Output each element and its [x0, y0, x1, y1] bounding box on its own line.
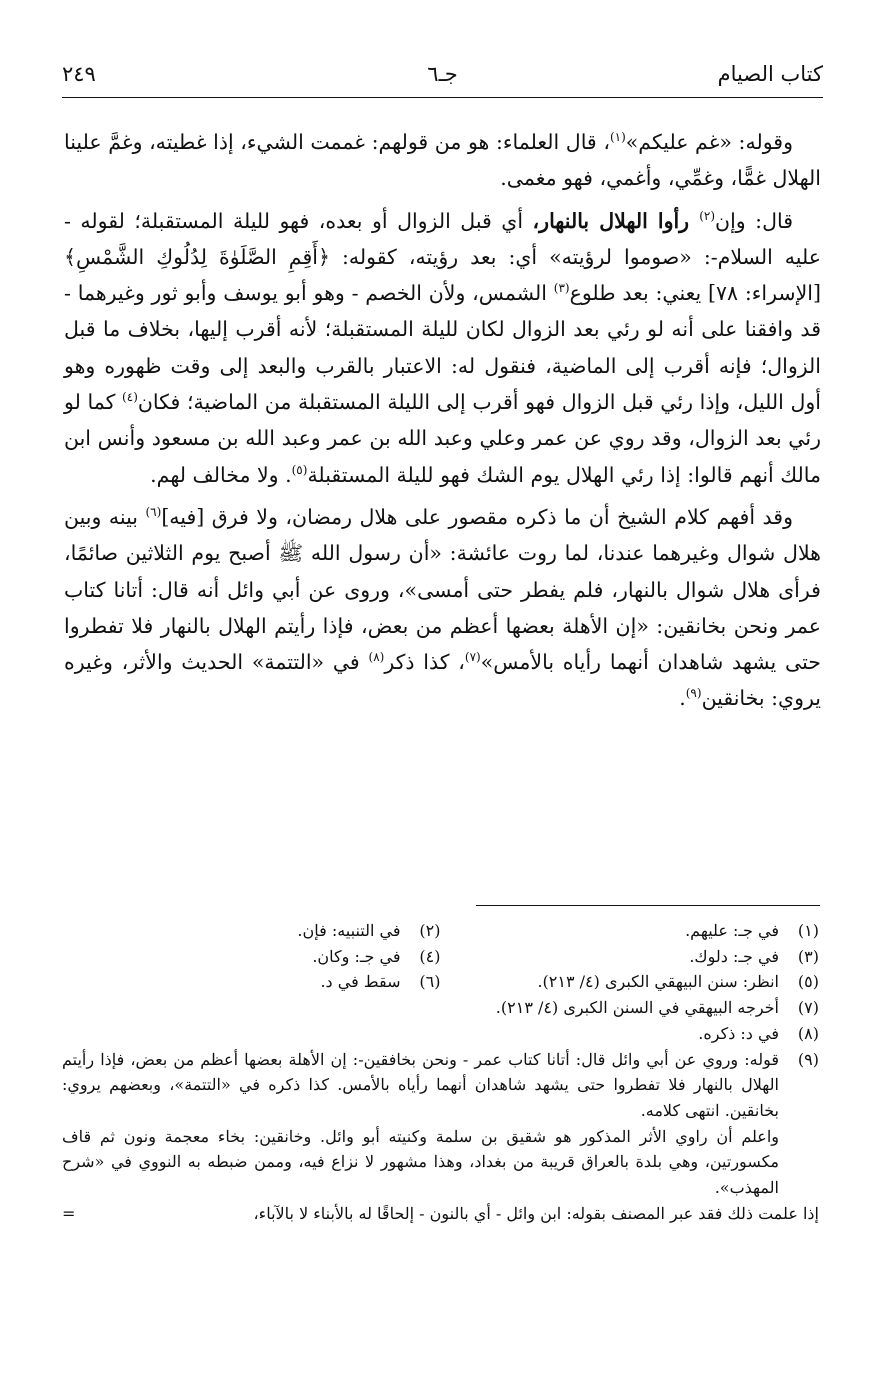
footnote-9-final-line [62, 1201, 819, 1227]
footnote-number: (٨) [797, 1023, 819, 1043]
footnote-text: في جـ: وكان. [312, 946, 401, 966]
footnote-text: انظر: سنن البيهقي الكبرى (٤/ ٢١٣). [537, 972, 779, 992]
footnote-text: في د: ذكره. [698, 1023, 779, 1043]
footnote-ref: (٨) [368, 650, 385, 665]
main-text [64, 124, 821, 723]
page-number: ٢٤٩ [62, 62, 96, 86]
paragraph-text: أي قبل الزوال أو بعده، فهو لليلة المستقبلة؛ لقوله - عليه السلام-: «صوموا لرؤيته» أي: بعد رؤيته، كقوله: ﴿أَقِمِ الصَّلَوٰةَ لِدُلُوكِ الشَّمْسِ﴾ [الإسراء: ٧٨] يعني: بعد طلوع [64, 208, 821, 306]
footnote-divider [476, 905, 820, 906]
footnote-row [62, 969, 819, 995]
bold-phrase: رأوا الهلال بالنهار، [532, 208, 700, 233]
footnote-number: (٦) [419, 972, 441, 992]
book-title: كتاب الصيام [717, 62, 823, 86]
paragraph-1 [64, 124, 821, 197]
footnote-text: سقط في د. [320, 972, 401, 992]
footnote-2 [62, 918, 441, 944]
footnote-9-continued: واعلم أن راوي الأثر المذكور هو شقيق بن سلمة وكنيته أبو وائل. وخانقين: بخاء معجمة ونون ثم قاف مكسورتين، وهي بلدة بالعراق قريبة من بغداد، وهذا مشهور لا نزاع فيه، وممن ضبطه به النووي في «شرح المهذب». [62, 1126, 779, 1198]
paragraph-text: وقد أفهم كلام الشيخ أن ما ذكره مقصور على هلال رمضان، ولا فرق [فيه] [161, 504, 794, 529]
footnote-number: (٧) [797, 998, 819, 1018]
footnote-text: في جـ: عليهم. [685, 921, 779, 940]
footnote-row [62, 995, 819, 1021]
paragraph-2 [64, 203, 821, 493]
footnote-number: (٩) [797, 1049, 819, 1069]
paragraph-text: . ولا مخالف لهم. [150, 462, 292, 487]
footnote-number: (١) [797, 921, 819, 940]
footnote-row [62, 1047, 819, 1124]
footnote-number: (٢) [419, 921, 441, 940]
footnote-6 [62, 969, 441, 995]
footnote-4 [62, 944, 441, 970]
footnote-8 [62, 1021, 819, 1047]
footnote-9 [62, 1047, 819, 1124]
footnote-ref: (٣) [553, 281, 570, 296]
paragraph-text: ، كذا ذكر [384, 650, 465, 675]
footnote-row [62, 918, 819, 944]
paragraph-text: وقوله: «غم عليكم» [625, 130, 793, 154]
paragraph-3 [64, 499, 821, 717]
page-header [62, 58, 823, 92]
footnote-text: في جـ: دلوك. [689, 946, 779, 966]
footnote-ref: (٧) [464, 650, 481, 665]
header-divider [62, 97, 823, 98]
footnote-row [62, 944, 819, 970]
footnote-ref: (٥) [291, 462, 308, 477]
paragraph-text: بينه وبين هلال شوال وغيرهما عندنا، لما روت عائشة: «أن رسول الله ﷺ أصبح يوم الثلاثين صائمًا، فرأى هلال شوال بالنهار، فلم يفطر حتى أمسى»، وروى عن أبي وائل أنه قال: أتانا كتاب عمر ونحن بخانقين: «إن الأهلة بعضها أعظم من بعض، فإذا رأيتم الهلال بالنهار فلا تفطروا حتى يشهد شاهدان أنهما رأياه بالأمس» [64, 504, 821, 675]
footnote-row [62, 1021, 819, 1047]
footnote-7 [62, 995, 819, 1021]
footnote-text: قوله: وروي عن أبي وائل قال: أتانا كتاب عمر - ونحن بخافقين-: إن الأهلة بعضها أعظم من بعض، فإذا رأيتم الهلال بالنهار فلا تفطروا حتى يشهد شاهدان أنهما رأياه بالأمس. كذا ذكره في «التتمة»، وبعضهم يروي: بخانقين. انتهى كلامه. [62, 1049, 779, 1120]
footnotes [62, 918, 819, 1226]
footnote-ref: (٩) [685, 686, 702, 701]
paragraph-text: . [679, 686, 686, 711]
footnote-number: (٣) [797, 946, 819, 966]
paragraph-text: الشمس، ولأن الخصم - وهو أبو يوسف وأبو ثور وغيرهما - قد وافقنا على أنه لو رئي بعد الزوال لكان لليلة المستقبلة؛ لأنه أقرب إليها، بخلاف ما قبل الزوال؛ فإنه أقرب إلى الماضية، فنقول له: الاعتبار بالقرب والبعد إلى وقت ظهوره وهو أول الليل، وإذا رئي قبل الزوال فهو أقرب إلى الليلة المستقبلة من الماضية؛ فكان [64, 281, 821, 415]
footnote-3 [441, 944, 820, 970]
footnote-1 [441, 918, 820, 944]
paragraph-text: ، قال العلماء: هو من قولهم: غممت الشيء، إذا غطيته، وغمَّ علينا الهلال غمًّا، وغمِّي، وأغمي، فهو مغمى. [64, 130, 821, 191]
footnote-number: (٥) [797, 972, 819, 992]
paragraph-text: في «التتمة» الحديث والأثر، وغيره يروي: بخانقين [64, 650, 821, 711]
paragraph-text: كما لو رئي بعد الزوال، وقد روي عن عمر وعلي وعبد الله بن عمر وعبد الله بن مسعود وأنس ابن مالك أنهم قالوا: إذا رئي الهلال يوم الشك فهو لليلة المستقبلة [64, 390, 822, 487]
footnote-number: (٤) [419, 946, 441, 966]
footnote-ref: (١) [609, 130, 626, 145]
volume-label: جـ٦ [427, 62, 458, 86]
footnote-ref: (٢) [699, 208, 716, 223]
footnote-ref: (٤) [122, 390, 138, 405]
footnote-5 [441, 969, 820, 995]
footnote-text: أخرجه البيهقي في السنن الكبرى (٤/ ٢١٣). [495, 998, 779, 1018]
footnote-text: إذا علمت ذلك فقد عبر المصنف بقوله: ابن وائل - أي بالنون - إلحاقًا له بالأبناء لا بالآباء، [253, 1203, 819, 1223]
footnote-text: في التنبيه: فإن. [297, 921, 401, 940]
footnote-ref: (٦) [145, 505, 162, 520]
continuation-mark: = [62, 1203, 76, 1223]
paragraph-text: قال: وإن [715, 208, 794, 233]
